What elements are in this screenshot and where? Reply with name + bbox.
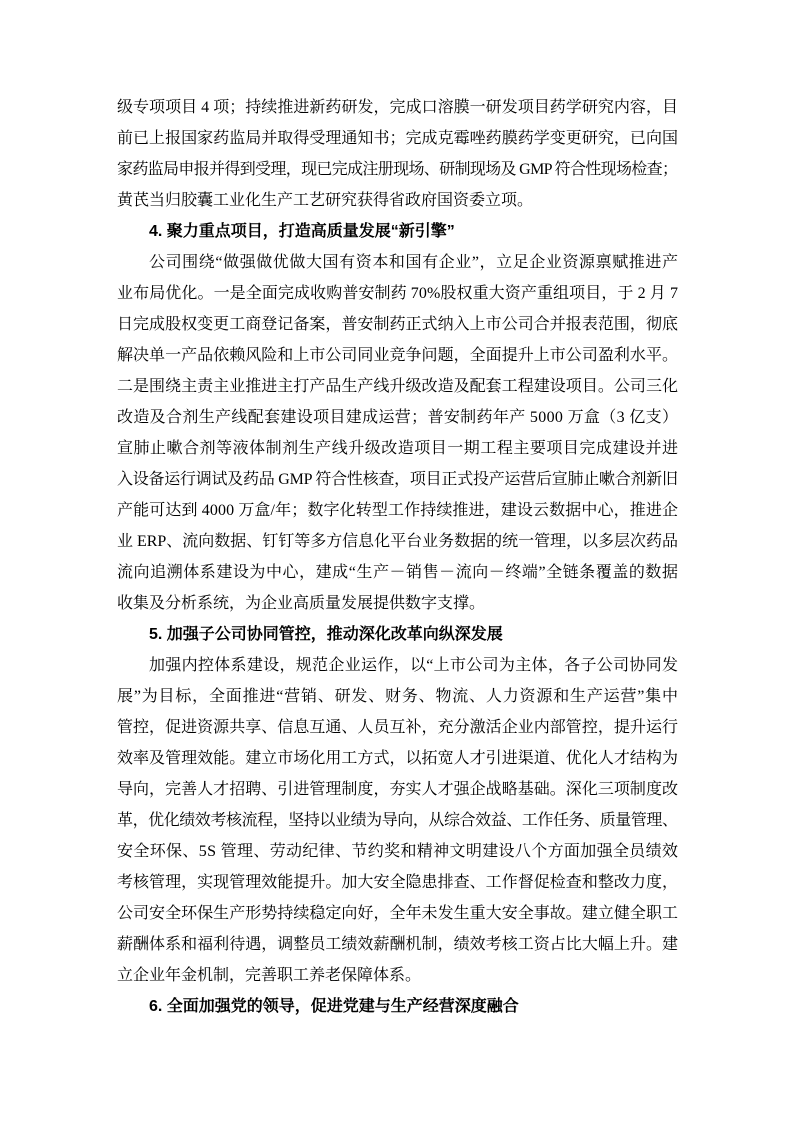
text-line: [117, 836, 678, 867]
text-line: [117, 681, 678, 712]
text-line: [117, 340, 678, 371]
text-line: [117, 898, 678, 929]
text-line-content: 业 ERP、流向数据、钉钉等多方信息化平台业务数据的统一管理，以多层次药品: [117, 533, 678, 550]
text-line: [117, 154, 678, 185]
text-line: [117, 712, 678, 743]
text-line: [117, 650, 678, 681]
text-line-content: 流向追溯体系建设为中心，建成“生产－销售－流向－终端”全链条覆盖的数据: [117, 564, 679, 581]
section-heading-6-text: 6. 全面加强党的领导，促进党建与生产经营深度融合: [149, 998, 519, 1015]
text-line: [117, 526, 678, 557]
text-line: [117, 867, 678, 898]
text-line-content: 改造及合剂生产线配套建设项目建成运营；普安制药年产 5000 万盒（3 亿支）: [117, 409, 679, 426]
text-line: [117, 929, 678, 960]
text-line: [117, 309, 678, 340]
text-line: [117, 278, 678, 309]
text-line-content: 薪酬体系和福利待遇，调整员工绩效薪酬机制，绩效考核工资占比大幅上升。建: [117, 936, 679, 953]
text-line-content: 家药监局申报并得到受理，现已完成注册现场、研制现场及 GMP 符合性现场检查；: [117, 161, 678, 178]
section-heading-4-text: 4. 聚力重点项目，打造高质量发展“新引擎”: [149, 223, 455, 240]
text-line-content: 入设备运行调试及药品 GMP 符合性核查，项目正式投产运营后宣肺止嗽合剂新旧: [117, 471, 678, 488]
text-line-content: 级专项项目 4 项；持续推进新药研发，完成口溶膜一研发项目药学研究内容，目: [117, 99, 679, 116]
paragraph-section-5: [117, 650, 678, 991]
text-line: [117, 774, 678, 805]
text-line: [117, 247, 678, 278]
text-line-content: 产能可达到 4000 万盒/年；数字化转型工作持续推进，建设云数据中心，推进企: [117, 502, 679, 519]
document-content: [117, 92, 678, 1022]
text-line-content: 解决单一产品依赖风险和上市公司同业竞争问题，全面提升上市公司盈利水平。: [117, 347, 679, 364]
text-line-content: 二是围绕主责主业推进主打产品生产线升级改造及配套工程建设项目。公司三化: [117, 378, 679, 395]
text-line: [117, 464, 678, 495]
text-line: [117, 495, 678, 526]
text-line: [117, 960, 678, 991]
section-heading-5-text: 5. 加强子公司协同管控，推动深化改革向纵深发展: [149, 626, 503, 643]
text-line: [117, 588, 678, 619]
text-line-content: 安全环保、5S 管理、劳动纪律、节约奖和精神文明建设八个方面加强全员绩效: [117, 843, 679, 860]
text-line-content: 日完成股权变更工商登记备案，普安制药正式纳入上市公司合并报表范围，彻底: [117, 316, 679, 333]
section-heading-6: [117, 991, 678, 1022]
section-heading-4: [117, 216, 678, 247]
text-line-content: 立企业年金机制，完善职工养老保障体系。: [117, 967, 422, 984]
paragraph-section-4: [117, 247, 678, 619]
text-line-content: 考核管理，实现管理效能提升。加大安全隐患排查、工作督促检查和整改力度，: [117, 874, 679, 891]
text-line-content: 公司安全环保生产形势持续稳定向好，全年未发生重大安全事故。建立健全职工: [117, 905, 679, 922]
text-line-content: 黄芪当归胶囊工业化生产工艺研究获得省政府国资委立项。: [117, 192, 534, 209]
text-line-content: 公司围绕“做强做优做大国有资本和国有企业”，立足企业资源禀赋推进产: [149, 254, 679, 271]
text-line-content: 导向，完善人才招聘、引进管理制度，夯实人才强企战略基础。深化三项制度改: [117, 781, 679, 798]
text-line: [117, 557, 678, 588]
text-line: [117, 402, 678, 433]
text-line: [117, 743, 678, 774]
text-line-content: 宣肺止嗽合剂等液体制剂生产线升级改造项目一期工程主要项目完成建设并进: [117, 440, 679, 457]
text-line: [117, 92, 678, 123]
text-line-content: 收集及分析系统，为企业高质量发展提供数字支撑。: [117, 595, 486, 612]
text-line: [117, 185, 678, 216]
text-line: [117, 123, 678, 154]
text-line-content: 管控，促进资源共享、信息互通、人员互补，充分激活企业内部管控，提升运行: [117, 719, 679, 736]
text-line-content: 业布局优化。一是全面完成收购普安制药 70%股权重大资产重组项目，于 2 月 7: [117, 285, 679, 302]
text-line: [117, 805, 678, 836]
section-heading-5: [117, 619, 678, 650]
text-line: [117, 371, 678, 402]
paragraph-continued: [117, 92, 678, 216]
text-line-content: 前已上报国家药监局并取得受理通知书；完成克霉唑药膜药学变更研究，已向国: [117, 130, 679, 147]
text-line-content: 效率及管理效能。建立市场化用工方式，以拓宽人才引进渠道、优化人才结构为: [117, 750, 679, 767]
text-line-content: 革，优化绩效考核流程，坚持以业绩为导向，从综合效益、工作任务、质量管理、: [117, 812, 678, 829]
text-line-content: 展”为目标，全面推进“营销、研发、财务、物流、人力资源和生产运营”集中: [117, 688, 679, 705]
text-line: [117, 433, 678, 464]
text-line-content: 加强内控体系建设，规范企业运作，以“上市公司为主体，各子公司协同发: [149, 657, 679, 674]
